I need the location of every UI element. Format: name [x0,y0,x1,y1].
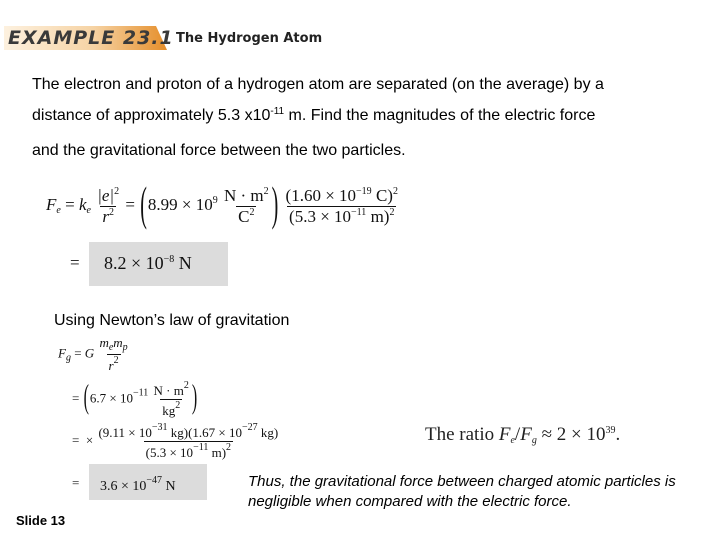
gravity-values-line: = × $\frac{(9.11 \times 10^{-31} kg)(1.67 \times 10^{-27} kg)}{(5.3 \times 10^{-11} m)^2}$ [72,422,279,460]
slide-number: Slide 13 [16,513,66,528]
electric-force-equation: $F_e = k_e$ $\frac{|e|^2}{r^2}$ = ($8.99 \times 10^9$ $\frac{N \cdot m^2}{C^2}$ ) $\frac{(1.60 \times 10^{-19} C)^2}{(5.3 \times 10^{-11} m)^2}$ [46,178,398,232]
gravitational-force-formula: $F_g = G$ $\frac{m_em_p}{r^2}$ [58,335,128,373]
problem-line-2: distance of approximately 5.3 $x10^{-11}$ m. Find the magnitudes of the electric force [32,106,596,124]
gravity-constant-line: = ($6.7 \times 10^{-11}$ $\frac{N \cdot m^2}{kg^2}$ ) [72,380,198,418]
gravitational-force-result: $3.6 \times 10^{-47}$ N [100,475,176,494]
gravitation-intro: Using Newton’s law of gravitation [54,312,290,329]
conclusion-text: Thus, the gravitational force between charged atomic particles is negligible when compared with the electric force. [248,473,676,510]
gravity-result-eq: = [72,475,80,490]
electric-result-eq: = [70,253,80,272]
example-title: The Hydrogen Atom [176,31,323,46]
force-ratio: The ratio $F_e/F_g \approx 2 \times 10^{39}$. [425,424,621,446]
problem-line-1: The electron and proton of a hydrogen atom are separated (on the average) by a [32,76,604,93]
electric-force-result: $8.2 \times 10^{-8}$ N [104,253,192,273]
problem-line-3: and the gravitational force between the two particles. [32,142,406,159]
example-label: EXAMPLE 23.1 [8,27,174,49]
